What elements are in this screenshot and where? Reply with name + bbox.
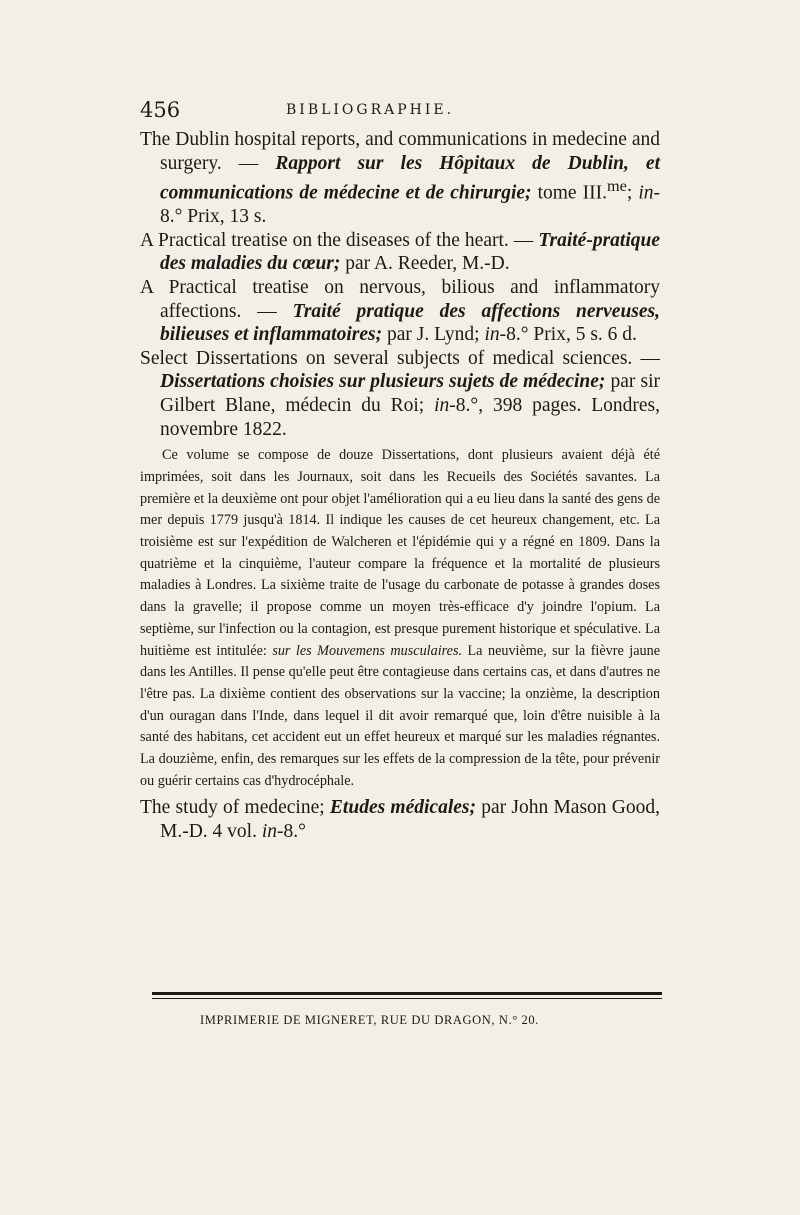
bibliography-entry	[140, 347, 660, 441]
entry-format: in	[484, 324, 500, 346]
entry-author: par A. Reeder, M.-D.	[340, 253, 510, 275]
entry-english-title: The Dublin hospital reports, and communications in medecine and surgery.	[140, 129, 660, 174]
entry-details: ;	[626, 182, 639, 204]
entry-separator: —	[508, 229, 539, 251]
entry-author: par sir Gilbert Blane, médecin du Roi;	[160, 371, 660, 417]
footer-rule	[152, 992, 662, 995]
entry-format: in	[638, 182, 654, 204]
entry-french-title: Rapport sur les Hôpitaux de Dublin, et communications de médecine et de chirurgie;	[160, 152, 660, 204]
review-text: La neuvième, sur la fièvre jaune dans les Antilles. Il pense qu'elle peut être contagieuse dans certains cas, et dans d'autres ne l'être pas. La dixième contient des observations sur la vaccine; la onzième, la description d'un ouragan dans l'Inde, dans lequel il dit avoir remarqué que, loin d'être nuisible à la santé des habitans, cet accident eut un effet heureux et marqué sur les maladies régnantes. La douzième, enfin, des remarques sur les effets de la compression de la tête, pour prévenir ou guérir certains cas d'hydrocéphale.	[140, 642, 661, 789]
printer-imprint: IMPRIMERIE DE MIGNERET, RUE DU DRAGON, N.° 20.	[200, 1013, 539, 1027]
entry-format: in	[434, 395, 450, 417]
footer-rule-thin	[152, 998, 662, 999]
entry-french-title: Traité-pratique des maladies du cœur;	[160, 229, 660, 275]
page-number: 456	[140, 98, 181, 122]
entry-price: -8.° Prix, 5 s. 6 d.	[499, 324, 637, 346]
entry-french-title: Etudes médicales;	[329, 797, 476, 819]
bibliography-entry	[140, 276, 660, 347]
entry-separator: —	[221, 152, 276, 174]
entry-author: par John Mason Good, M.-D. 4 vol.	[160, 797, 660, 843]
entry-details: -8.°, 398 pages. Londres, novembre 1822.	[160, 395, 660, 440]
entry-format: in	[261, 821, 278, 843]
entry-english-title: The study of medecine;	[140, 797, 325, 819]
entry-english-title: Select Dissertations on several subjects of medical sciences.	[140, 347, 633, 369]
entry-details: tome III.	[531, 182, 607, 204]
entry-author: par J. Lynd;	[382, 324, 485, 346]
page-header	[140, 98, 660, 128]
bibliography-entry	[140, 128, 660, 229]
review-italic-title: sur les Mouvemens musculaires.	[272, 642, 463, 659]
entry-english-title: A Practical treatise on the diseases of the heart.	[140, 229, 509, 251]
entry-separator: —	[241, 300, 293, 322]
entry-superscript: me	[606, 177, 627, 196]
book-page	[140, 98, 660, 844]
entry-format: -8.°	[277, 821, 306, 843]
bibliography-entry	[140, 796, 660, 843]
entry-price: -8.° Prix, 13 s.	[160, 182, 660, 228]
review-text: Ce volume se compose de douze Dissertations, dont plusieurs avaient déjà été imprimées, soit dans les Journaux, soit dans les Recueils des Sociétés savantes. La première et la deuxième ont pour objet l'amélioration qui a eu lieu dans la santé des gens de mer depuis 1779 jusqu'à 1814. Il indique les causes de cet heureux changement, etc. La troisième est sur l'expédition de Walcheren et l'épidémie qui y a régné en 1809. Dans la quatrième et la cinquième, l'auteur compare la fréquence et la mortalité de plusieurs maladies à Londres. La sixième traite de l'usage du carbonate de potasse à grandes doses dans la gravelle; il propose comme un moyen très-efficace d'y joindre l'opium. La septième, sur l'infection ou la contagion, est presque purement historique et spéculative. La huitième est intitulée:	[140, 447, 660, 659]
entry-french-title: Dissertations choisies sur plusieurs sujets de médecine;	[160, 371, 606, 393]
bibliography-entry	[140, 229, 660, 276]
running-head: BIBLIOGRAPHIE.	[286, 102, 455, 118]
entry-separator: —	[632, 347, 661, 369]
entry-french-title: Traité pratique des affections nerveuses, bilieuses et inflammatoires;	[160, 300, 660, 346]
review-paragraph	[140, 445, 660, 792]
entry-english-title: A Practical treatise on nervous, bilious and inflammatory affections.	[140, 277, 660, 322]
